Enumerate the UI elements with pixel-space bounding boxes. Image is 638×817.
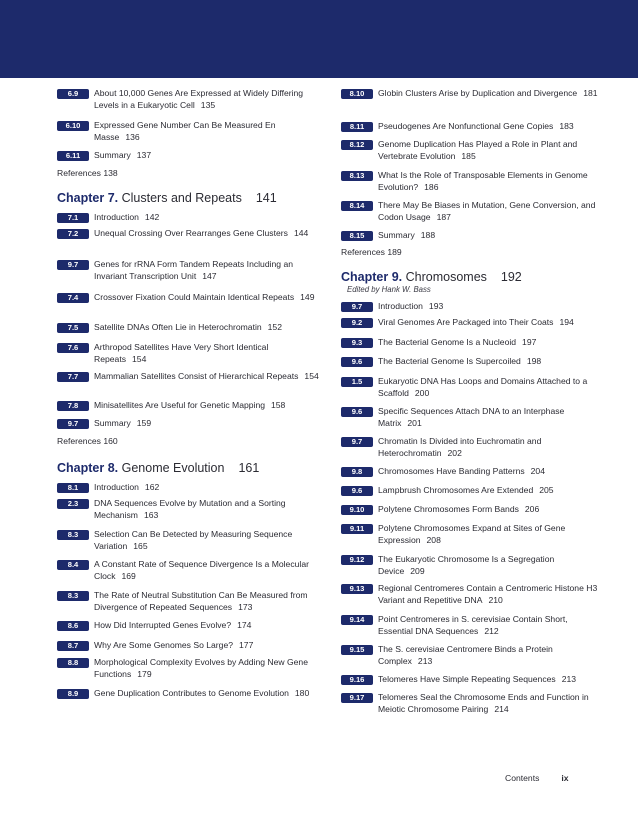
header-band	[0, 0, 638, 78]
references-line[interactable]: References 160	[57, 436, 118, 446]
section-number-badge: 9.17	[341, 693, 373, 703]
toc-entry[interactable]	[341, 356, 603, 376]
toc-entry[interactable]	[341, 614, 603, 644]
entry-title: Genome Duplication Has Played a Role in Plant and Vertebrate Evolution	[378, 139, 578, 161]
section-number-badge: 9.7	[341, 302, 373, 312]
section-number-badge: 6.11	[57, 151, 89, 161]
page-footer	[505, 773, 569, 783]
entry-title: How Did Interrupted Genes Evolve?	[94, 620, 232, 630]
entry-page: 186	[424, 181, 439, 192]
toc-entry[interactable]	[57, 400, 319, 418]
entry-title: Morphological Complexity Evolves by Adding New Gene Functions	[94, 657, 308, 679]
entry-title: Introduction	[94, 482, 139, 492]
entry-title: Summary	[94, 418, 131, 428]
entry-title: Genes for rRNA Form Tandem Repeats Including an Invariant Transcription Unit	[94, 259, 294, 281]
entry-page: 154	[132, 353, 147, 364]
toc-entry[interactable]	[341, 121, 603, 139]
entry-page: 142	[144, 212, 160, 222]
entry-title: The Rate of Neutral Substitution Can Be Measured from Divergence of Repeated Sequences	[94, 590, 308, 612]
entry-title: Telomeres Have Simple Repeating Sequences	[378, 674, 556, 684]
toc-entry[interactable]	[57, 88, 319, 120]
toc-entry[interactable]	[341, 674, 603, 692]
entry-page: 147	[202, 270, 217, 281]
entry-page: 181	[583, 88, 598, 98]
section-number-badge: 6.10	[57, 121, 89, 131]
entry-page: 193	[428, 301, 444, 311]
section-number-badge: 9.6	[341, 407, 373, 417]
entry-title: Crossover Fixation Could Maintain Identical Repeats	[94, 292, 295, 302]
entry-page: 210	[488, 594, 503, 605]
toc-entry[interactable]	[341, 317, 603, 337]
entry-title: Polytene Chromosomes Expand at Sites of Gene Expression	[378, 523, 566, 545]
section-number-badge: 9.12	[341, 555, 373, 565]
entry-page: 185	[461, 150, 476, 161]
section-number-badge: 9.14	[341, 615, 373, 625]
toc-entry[interactable]	[57, 212, 319, 228]
entry-page: 169	[121, 570, 136, 581]
section-number-badge: 7.2	[57, 229, 89, 239]
section-number-badge: 9.8	[341, 467, 373, 477]
section-number-badge: 2.3	[57, 499, 89, 509]
footer-section-label: Contents	[505, 773, 540, 783]
entry-title: Introduction	[94, 212, 139, 222]
entry-page: 162	[144, 482, 160, 492]
toc-entry[interactable]	[341, 523, 603, 554]
entry-page: 180	[294, 688, 310, 698]
entry-title: Gene Duplication Contributes to Genome Evolution	[94, 688, 289, 698]
toc-entry[interactable]	[341, 504, 603, 523]
section-number-badge: 9.10	[341, 505, 373, 515]
section-number-badge: 7.8	[57, 401, 89, 411]
entry-page: 179	[137, 668, 152, 679]
section-number-badge: 9.3	[341, 338, 373, 348]
entry-title: The Bacterial Genome Is Supercoiled	[378, 356, 521, 366]
entry-page: 137	[136, 150, 152, 160]
section-number-badge: 8.14	[341, 201, 373, 211]
entry-title: There May Be Biases in Mutation, Gene Conversion, and Codon Usage	[378, 200, 596, 222]
entry-title: Satellite DNAs Often Lie in Heterochromatin	[94, 322, 262, 332]
toc-entry[interactable]	[57, 498, 319, 529]
entry-page: 183	[559, 121, 574, 131]
entry-title: Viral Genomes Are Packaged into Their Coats	[378, 317, 554, 327]
section-number-badge: 8.3	[57, 591, 89, 601]
chapter-label: Chapter 9.	[341, 270, 403, 284]
toc-entry[interactable]	[57, 371, 319, 400]
chapter-title: Genome Evolution	[121, 461, 225, 475]
toc-entry[interactable]	[57, 120, 319, 150]
toc-entry[interactable]	[57, 322, 319, 342]
entry-page: 200	[414, 387, 430, 398]
entry-title: Unequal Crossing Over Rearranges Gene Clusters	[94, 228, 288, 238]
entry-page: 205	[539, 485, 554, 495]
toc-entry[interactable]	[57, 559, 319, 590]
entry-page: 154	[304, 371, 319, 381]
chapter-heading[interactable]	[341, 269, 603, 285]
section-number-badge: 9.11	[341, 524, 373, 534]
entry-title: Chromosomes Have Banding Patterns	[378, 466, 525, 476]
entry-page: 197	[522, 337, 537, 347]
section-number-badge: 8.7	[57, 641, 89, 651]
toc-entry[interactable]	[341, 644, 603, 674]
entry-page: 136	[125, 131, 140, 142]
entry-title: Chromatin Is Divided into Euchromatin and Heterochromatin	[378, 436, 542, 458]
entry-title: Expressed Gene Number Can Be Measured En Masse	[94, 120, 276, 142]
toc-entry[interactable]	[57, 418, 319, 436]
toc-entry[interactable]	[57, 590, 319, 620]
section-number-badge: 7.6	[57, 343, 89, 353]
section-number-badge: 9.16	[341, 675, 373, 685]
page-folio: ix	[561, 773, 569, 783]
chapter-heading[interactable]	[57, 460, 319, 482]
entry-title: Introduction	[378, 301, 423, 311]
chapter-page: 192	[500, 270, 522, 284]
toc-entry[interactable]	[341, 301, 603, 317]
chapter-page: 161	[238, 461, 260, 475]
references-line[interactable]: References 138	[57, 168, 118, 178]
entry-page: 209	[410, 565, 425, 576]
entry-title: Globin Clusters Arise by Duplication and Divergence	[378, 88, 578, 98]
entry-page: 204	[530, 466, 545, 476]
section-number-badge: 9.15	[341, 645, 373, 655]
toc-right-column	[341, 88, 603, 720]
entry-page: 159	[136, 418, 152, 428]
section-number-badge: 9.7	[57, 419, 89, 429]
entry-title: Polytene Chromosomes Form Bands	[378, 504, 519, 514]
entry-page: 214	[494, 703, 509, 714]
section-number-badge: 8.11	[341, 122, 373, 132]
entry-title: The Bacterial Genome Is a Nucleoid	[378, 337, 517, 347]
toc-entry[interactable]	[57, 342, 319, 371]
entry-page: 212	[484, 625, 499, 636]
entry-page: 149	[300, 292, 315, 302]
entry-title: Arthropod Satellites Have Very Short Identical Repeats	[94, 342, 269, 364]
entry-page: 158	[271, 400, 286, 410]
toc-entry[interactable]	[341, 436, 603, 466]
section-number-badge: 9.6	[341, 357, 373, 367]
entry-title: Selection Can Be Detected by Measuring Sequence Variation	[94, 529, 293, 551]
toc-entry[interactable]	[341, 466, 603, 485]
entry-title: A Constant Rate of Sequence Divergence Is a Molecular Clock	[94, 559, 309, 581]
toc-entry[interactable]	[57, 228, 319, 259]
section-number-badge: 8.6	[57, 621, 89, 631]
section-number-badge: 9.6	[341, 486, 373, 496]
entry-title: DNA Sequences Evolve by Mutation and a Sorting Mechanism	[94, 498, 286, 520]
toc-entry[interactable]	[341, 692, 603, 720]
entry-title: Telomeres Seal the Chromosome Ends and Function in Meiotic Chromosome Pairing	[378, 692, 589, 714]
chapter-heading[interactable]	[57, 190, 319, 212]
edited-by-line: Edited by Hank W. Bass	[347, 285, 431, 294]
toc-entry[interactable]	[341, 200, 603, 230]
toc-entry[interactable]	[341, 376, 603, 406]
toc-entry[interactable]	[341, 230, 603, 247]
section-number-badge: 7.7	[57, 372, 89, 382]
toc-entry[interactable]	[341, 170, 603, 200]
entry-page: 152	[267, 322, 282, 332]
section-number-badge: 8.1	[57, 483, 89, 493]
entry-page: 187	[436, 211, 451, 222]
entry-page: 208	[426, 534, 441, 545]
entry-page: 188	[420, 230, 436, 240]
toc-entry[interactable]	[341, 554, 603, 583]
toc-entry[interactable]	[341, 139, 603, 170]
section-number-badge: 8.15	[341, 231, 373, 241]
entry-title: Summary	[94, 150, 131, 160]
entry-page: 213	[417, 655, 433, 666]
references-line[interactable]: References 189	[341, 247, 402, 257]
section-number-badge: 9.7	[341, 437, 373, 447]
section-number-badge: 8.4	[57, 560, 89, 570]
toc-entry[interactable]	[57, 259, 319, 292]
entry-title: Lampbrush Chromosomes Are Extended	[378, 485, 534, 495]
entry-page: 135	[200, 99, 216, 110]
section-number-badge: 8.13	[341, 171, 373, 181]
section-number-badge: 1.5	[341, 377, 373, 387]
entry-title: Regional Centromeres Contain a Centromeric Histone H3 Variant and Repetitive DNA	[378, 583, 598, 605]
entry-page: 201	[407, 417, 422, 428]
section-number-badge: 7.5	[57, 323, 89, 333]
entry-page: 202	[447, 447, 462, 458]
entry-page: 213	[561, 674, 577, 684]
chapter-label: Chapter 7.	[57, 191, 119, 205]
toc-entry[interactable]	[341, 406, 603, 436]
entry-page: 177	[239, 640, 254, 650]
entry-title: Eukaryotic DNA Has Loops and Domains Attached to a Scaffold	[378, 376, 588, 398]
entry-title: What Is the Role of Transposable Elements in Genome Evolution?	[378, 170, 588, 192]
toc-entry[interactable]	[57, 150, 319, 168]
entry-title: About 10,000 Genes Are Expressed at Widely Differing Levels in a Eukaryotic Cell	[94, 88, 304, 110]
toc-entry[interactable]	[57, 482, 319, 498]
entry-title: The S. cerevisiae Centromere Binds a Protein Complex	[378, 644, 553, 666]
toc-entry[interactable]	[341, 583, 603, 614]
toc-entry[interactable]	[57, 688, 319, 716]
chapter-label: Chapter 8.	[57, 461, 119, 475]
entry-title: Point Centromeres in S. cerevisiae Contain Short, Essential DNA Sequences	[378, 614, 568, 636]
chapter-title: Clusters and Repeats	[121, 191, 242, 205]
toc-left-column	[57, 88, 319, 716]
toc-entry[interactable]	[57, 620, 319, 640]
section-number-badge: 7.1	[57, 213, 89, 223]
entry-title: Minisatellites Are Useful for Genetic Mapping	[94, 400, 265, 410]
section-number-badge: 7.4	[57, 293, 89, 303]
section-number-badge: 8.8	[57, 658, 89, 668]
entry-title: Mammalian Satellites Consist of Hierarchical Repeats	[94, 371, 299, 381]
section-number-badge: 9.13	[341, 584, 373, 594]
entry-page: 206	[524, 504, 540, 514]
toc-entry[interactable]	[57, 292, 319, 322]
section-number-badge: 8.10	[341, 89, 373, 99]
entry-page: 173	[238, 601, 253, 612]
entry-title: Summary	[378, 230, 415, 240]
entry-title: Pseudogenes Are Nonfunctional Gene Copies	[378, 121, 554, 131]
section-number-badge: 6.9	[57, 89, 89, 99]
entry-page: 163	[143, 509, 159, 520]
section-number-badge: 8.12	[341, 140, 373, 150]
entry-title: Why Are Some Genomes So Large?	[94, 640, 234, 650]
section-number-badge: 8.9	[57, 689, 89, 699]
entry-title: The Eukaryotic Chromosome Is a Segregation Device	[378, 554, 555, 576]
toc-entry[interactable]	[341, 88, 603, 121]
entry-page: 165	[133, 540, 148, 551]
chapter-title: Chromosomes	[405, 270, 487, 284]
toc-entry[interactable]	[57, 640, 319, 657]
toc-entry[interactable]	[57, 657, 319, 688]
entry-page: 198	[526, 356, 542, 366]
toc-entry[interactable]	[57, 529, 319, 559]
section-number-badge: 8.3	[57, 530, 89, 540]
section-number-badge: 9.2	[341, 318, 373, 328]
toc-entry[interactable]	[341, 485, 603, 504]
section-number-badge: 9.7	[57, 260, 89, 270]
entry-title: Specific Sequences Attach DNA to an Interphase Matrix	[378, 406, 565, 428]
entry-page: 194	[559, 317, 574, 327]
entry-page: 144	[293, 228, 309, 238]
entry-page: 174	[237, 620, 252, 630]
chapter-page: 141	[255, 191, 277, 205]
toc-entry[interactable]	[341, 337, 603, 356]
